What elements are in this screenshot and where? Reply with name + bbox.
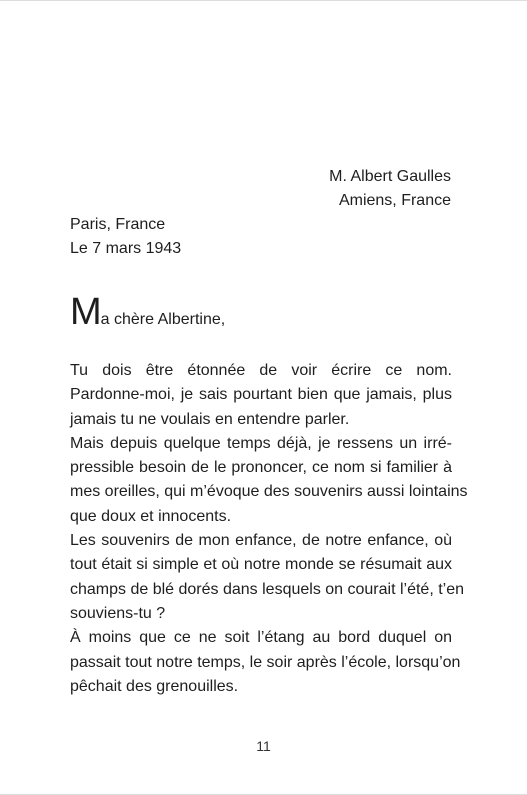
paragraph [70,432,468,529]
salutation-text: a chère Albertine, [100,311,226,328]
text-line: passait tout notre temps, le soir après l’école, lorsqu’on [70,653,461,671]
text-line: tout était si simple et où notre monde se résumait aux [70,556,452,574]
text-line: champs de blé dorés dans lesquels on courait l’été, t’en [70,580,465,598]
paragraph [70,626,461,699]
text-line: jamais tu ne voulais en entendre parler. [70,410,350,428]
recipient-address [329,165,451,213]
text-line: mes oreilles, qui m’évoque des souvenirs aussi lointains [70,483,468,501]
recipient-name: M. Albert Gaulles [329,168,451,185]
letter-date: Le 7 mars 1943 [70,240,182,257]
drop-cap: M [70,291,101,333]
text-line: Pardonne-moi, je sais pourtant bien que jamais, plus [70,386,452,404]
letter-body [70,359,468,699]
sender-place-date [70,213,181,261]
sender-place: Paris, France [70,216,166,233]
text-line: Les souvenirs de mon enfance, de notre enfance, où [70,532,452,550]
text-line: que doux et innocents. [70,507,232,525]
text-line: pressible besoin de le prononcer, ce nom si familier à [70,459,452,477]
recipient-city: Amiens, France [338,192,451,209]
page-number: 11 [256,738,271,754]
paragraph [70,529,465,626]
text-line: pêchait des grenouilles. [70,677,239,695]
text-line: souviens-tu ? [70,604,166,622]
salutation [70,293,225,332]
text-line: Tu dois être étonnée de voir écrire ce nom. [70,362,452,379]
text-line: Mais depuis quelque temps déjà, je ressens un irré- [70,434,452,452]
text-line: À moins que ce ne soit l’étang au bord duquel on [70,629,452,647]
paragraph [70,359,452,432]
